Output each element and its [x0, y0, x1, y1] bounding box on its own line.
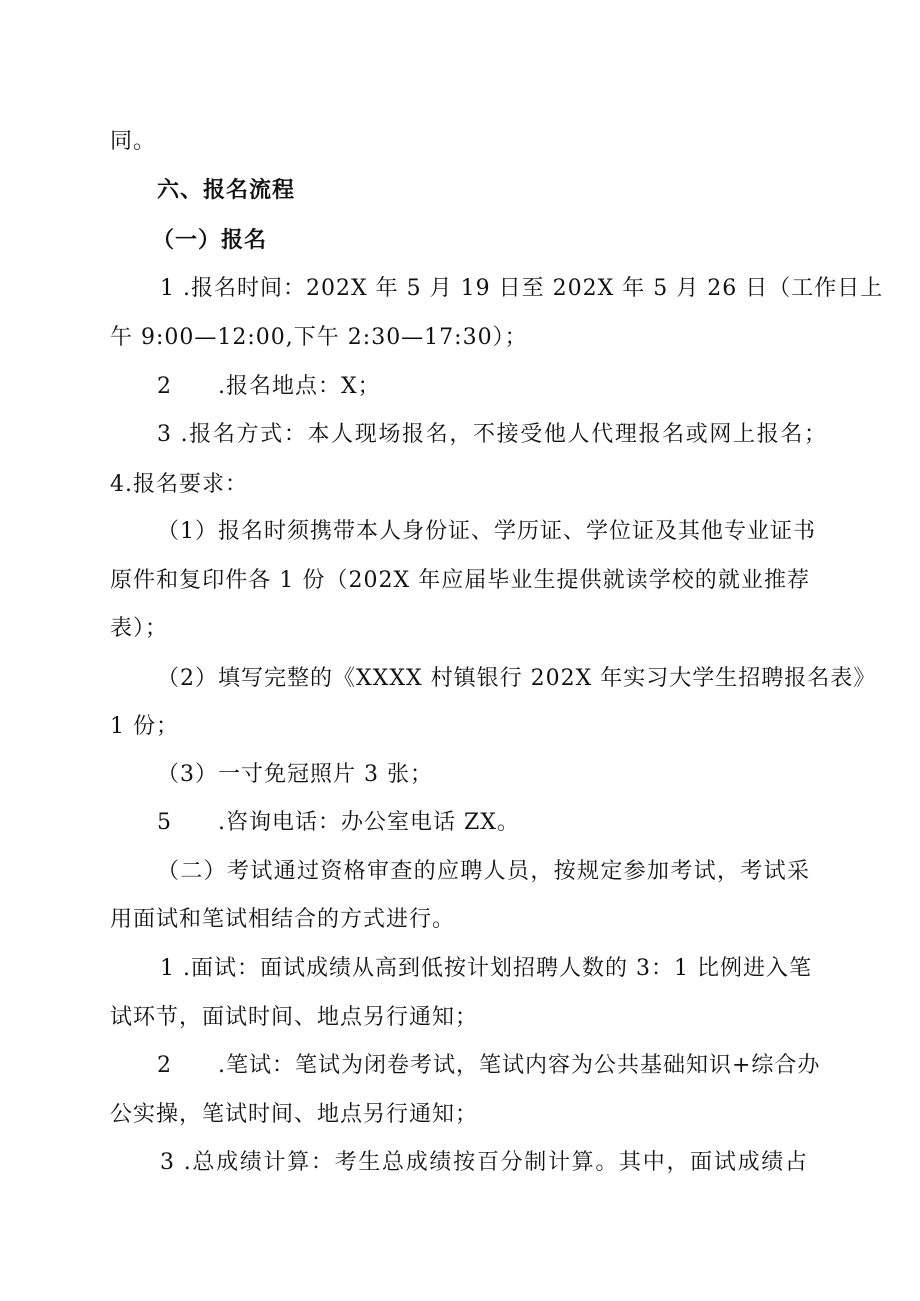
paragraph-line: 1 份；: [110, 714, 179, 739]
paragraph-line: （3）一寸免冠照片 3 张；: [157, 762, 433, 787]
paragraph-line: 同。: [110, 129, 157, 154]
paragraph-line: 3 .总成绩计算：考生总成绩按百分制计算。其中，面试成绩占: [160, 1150, 808, 1175]
section-heading: 六、报名流程: [157, 178, 296, 203]
paragraph-line: 2 .报名地点：X；: [157, 374, 381, 399]
subsection-heading: （一）报名: [152, 228, 268, 253]
paragraph-line: 1 .面试：面试成绩从高到低按计划招聘人数的 3：1 比例进入笔: [160, 956, 812, 981]
paragraph-line: 试环节，面试时间、地点另行通知；: [110, 1005, 479, 1030]
paragraph-line: （2）填写完整的《XXXX 村镇银行 202X 年实习大学生招聘报名表》: [157, 666, 877, 691]
paragraph-line: 4.报名要求：: [110, 472, 248, 497]
paragraph-line: 原件和复印件各 1 份（202X 年应届毕业生提供就读学校的就业推荐: [110, 568, 810, 593]
paragraph-line: 公实操，笔试时间、地点另行通知；: [110, 1102, 479, 1127]
paragraph-line: 3 .报名方式：本人现场报名，不接受他人代理报名或网上报名；: [157, 422, 827, 447]
paragraph-line: （1）报名时须携带本人身份证、学历证、学位证及其他专业证书: [157, 519, 816, 544]
paragraph-line: 午 9:00—12:00,下午 2:30—17:30）；: [110, 325, 528, 350]
paragraph-line: 用面试和笔试相结合的方式进行。: [110, 907, 456, 932]
paragraph-line: 2 .笔试：笔试为闭卷考试，笔试内容为公共基础知识+综合办: [157, 1053, 821, 1078]
paragraph-line: 1 .报名时间：202X 年 5 月 19 日至 202X 年 5 月 26 日（工作日上: [160, 276, 884, 301]
paragraph-line: （二）考试通过资格审查的应聘人员，按规定参加考试，考试采: [157, 859, 810, 884]
paragraph-line: 5 .咨询电话：办公室电话 ZX。: [157, 810, 520, 835]
paragraph-line: 表）；: [110, 616, 169, 641]
